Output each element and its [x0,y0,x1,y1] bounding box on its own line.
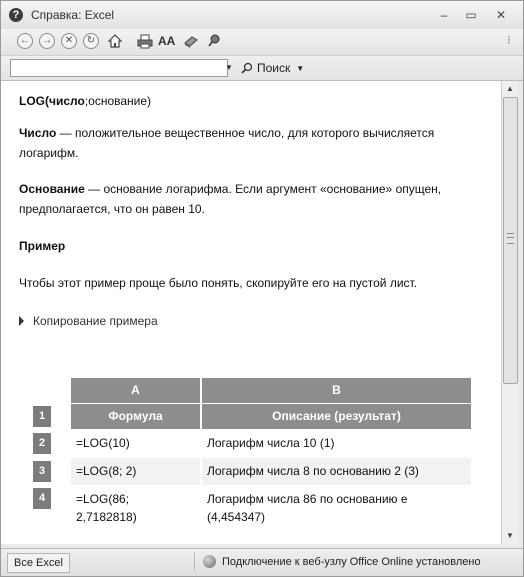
table-cell-description: Логарифм числа 10 (1) [207,436,335,450]
arg2-name: Основание [19,182,85,196]
table-cell-description: Логарифм числа 8 по основанию 2 (3) [202,458,471,485]
syntax-args: ;основание) [84,94,152,108]
help-icon: ? [9,8,23,22]
vertical-scrollbar[interactable] [501,81,518,544]
row-number: 4 [33,488,51,509]
function-syntax [19,94,151,108]
arg1-description: — положительное вещественное число, для которого вычисляется логарифм. [19,126,435,160]
arg2-description: — основание логарифма. Если аргумент «основание» опущен, предполагается, что он равен 10. [19,182,442,216]
minimize-button[interactable]: – [440,8,448,22]
table-cell-formula: =LOG(8; 2) [71,458,200,485]
search-button[interactable] [241,59,304,77]
copy-example-label: Копирование примера [33,314,158,328]
scroll-thumb[interactable] [503,97,518,384]
search-scope-button[interactable]: Все Excel [7,553,70,573]
column-header-b: B [202,378,471,403]
row-number: 3 [33,461,51,482]
grip-icon [507,233,514,244]
search-button-label: Поиск [257,61,291,75]
syntax-name: LOG(число [19,94,85,108]
connection-status[interactable] [194,553,495,571]
table-cell-description: Логарифм числа 86 по основанию e (4,454347) [207,492,408,524]
example-heading: Пример [19,239,66,253]
home-icon[interactable] [107,33,123,49]
scroll-down-icon[interactable]: ▼ [506,531,514,540]
search-dropdown-icon[interactable]: ▼ [225,63,233,72]
search-icon [241,62,253,74]
copy-example-toggle[interactable] [19,314,158,328]
toolbar [1,29,523,56]
table-header-formula: Формула [71,404,200,429]
book-icon[interactable] [183,33,199,49]
help-content [1,81,501,544]
scroll-up-icon[interactable]: ▲ [506,84,514,93]
font-size-icon[interactable]: AA [158,34,176,48]
table-header-description: Описание (результат) [202,404,471,429]
search-input[interactable] [10,59,228,77]
column-header-a: A [71,378,200,403]
argument-number [19,123,459,163]
forward-icon[interactable]: → [39,33,55,49]
print-icon[interactable] [137,33,153,49]
connection-status-text: Подключение к веб-узлу Office Online установлено [222,556,481,568]
restore-button[interactable]: ▭ [465,8,477,22]
title-bar [1,1,523,29]
globe-icon [203,555,216,568]
status-bar [1,548,523,577]
back-icon[interactable]: ← [17,33,33,49]
table-cell-formula: =LOG(10) [76,436,130,450]
table-cell-formula: =LOG(86; 2,7182818) [76,492,137,524]
toolbar-overflow-icon[interactable]: ⁝ [507,33,511,47]
expand-arrow-icon [19,316,24,326]
argument-base [19,179,459,219]
pin-icon[interactable] [206,33,222,49]
close-button[interactable]: ✕ [495,8,507,22]
example-text: Чтобы этот пример проще было понять, скопируйте его на пустой лист. [19,276,418,290]
stop-icon[interactable]: ✕ [61,33,77,49]
arg1-name: Число [19,126,57,140]
row-number: 2 [33,433,51,454]
row-number: 1 [33,406,51,427]
search-bar [1,56,523,81]
search-options-icon: ▼ [296,63,305,73]
refresh-icon[interactable]: ↻ [83,33,99,49]
window-title: Справка: Excel [31,8,115,22]
